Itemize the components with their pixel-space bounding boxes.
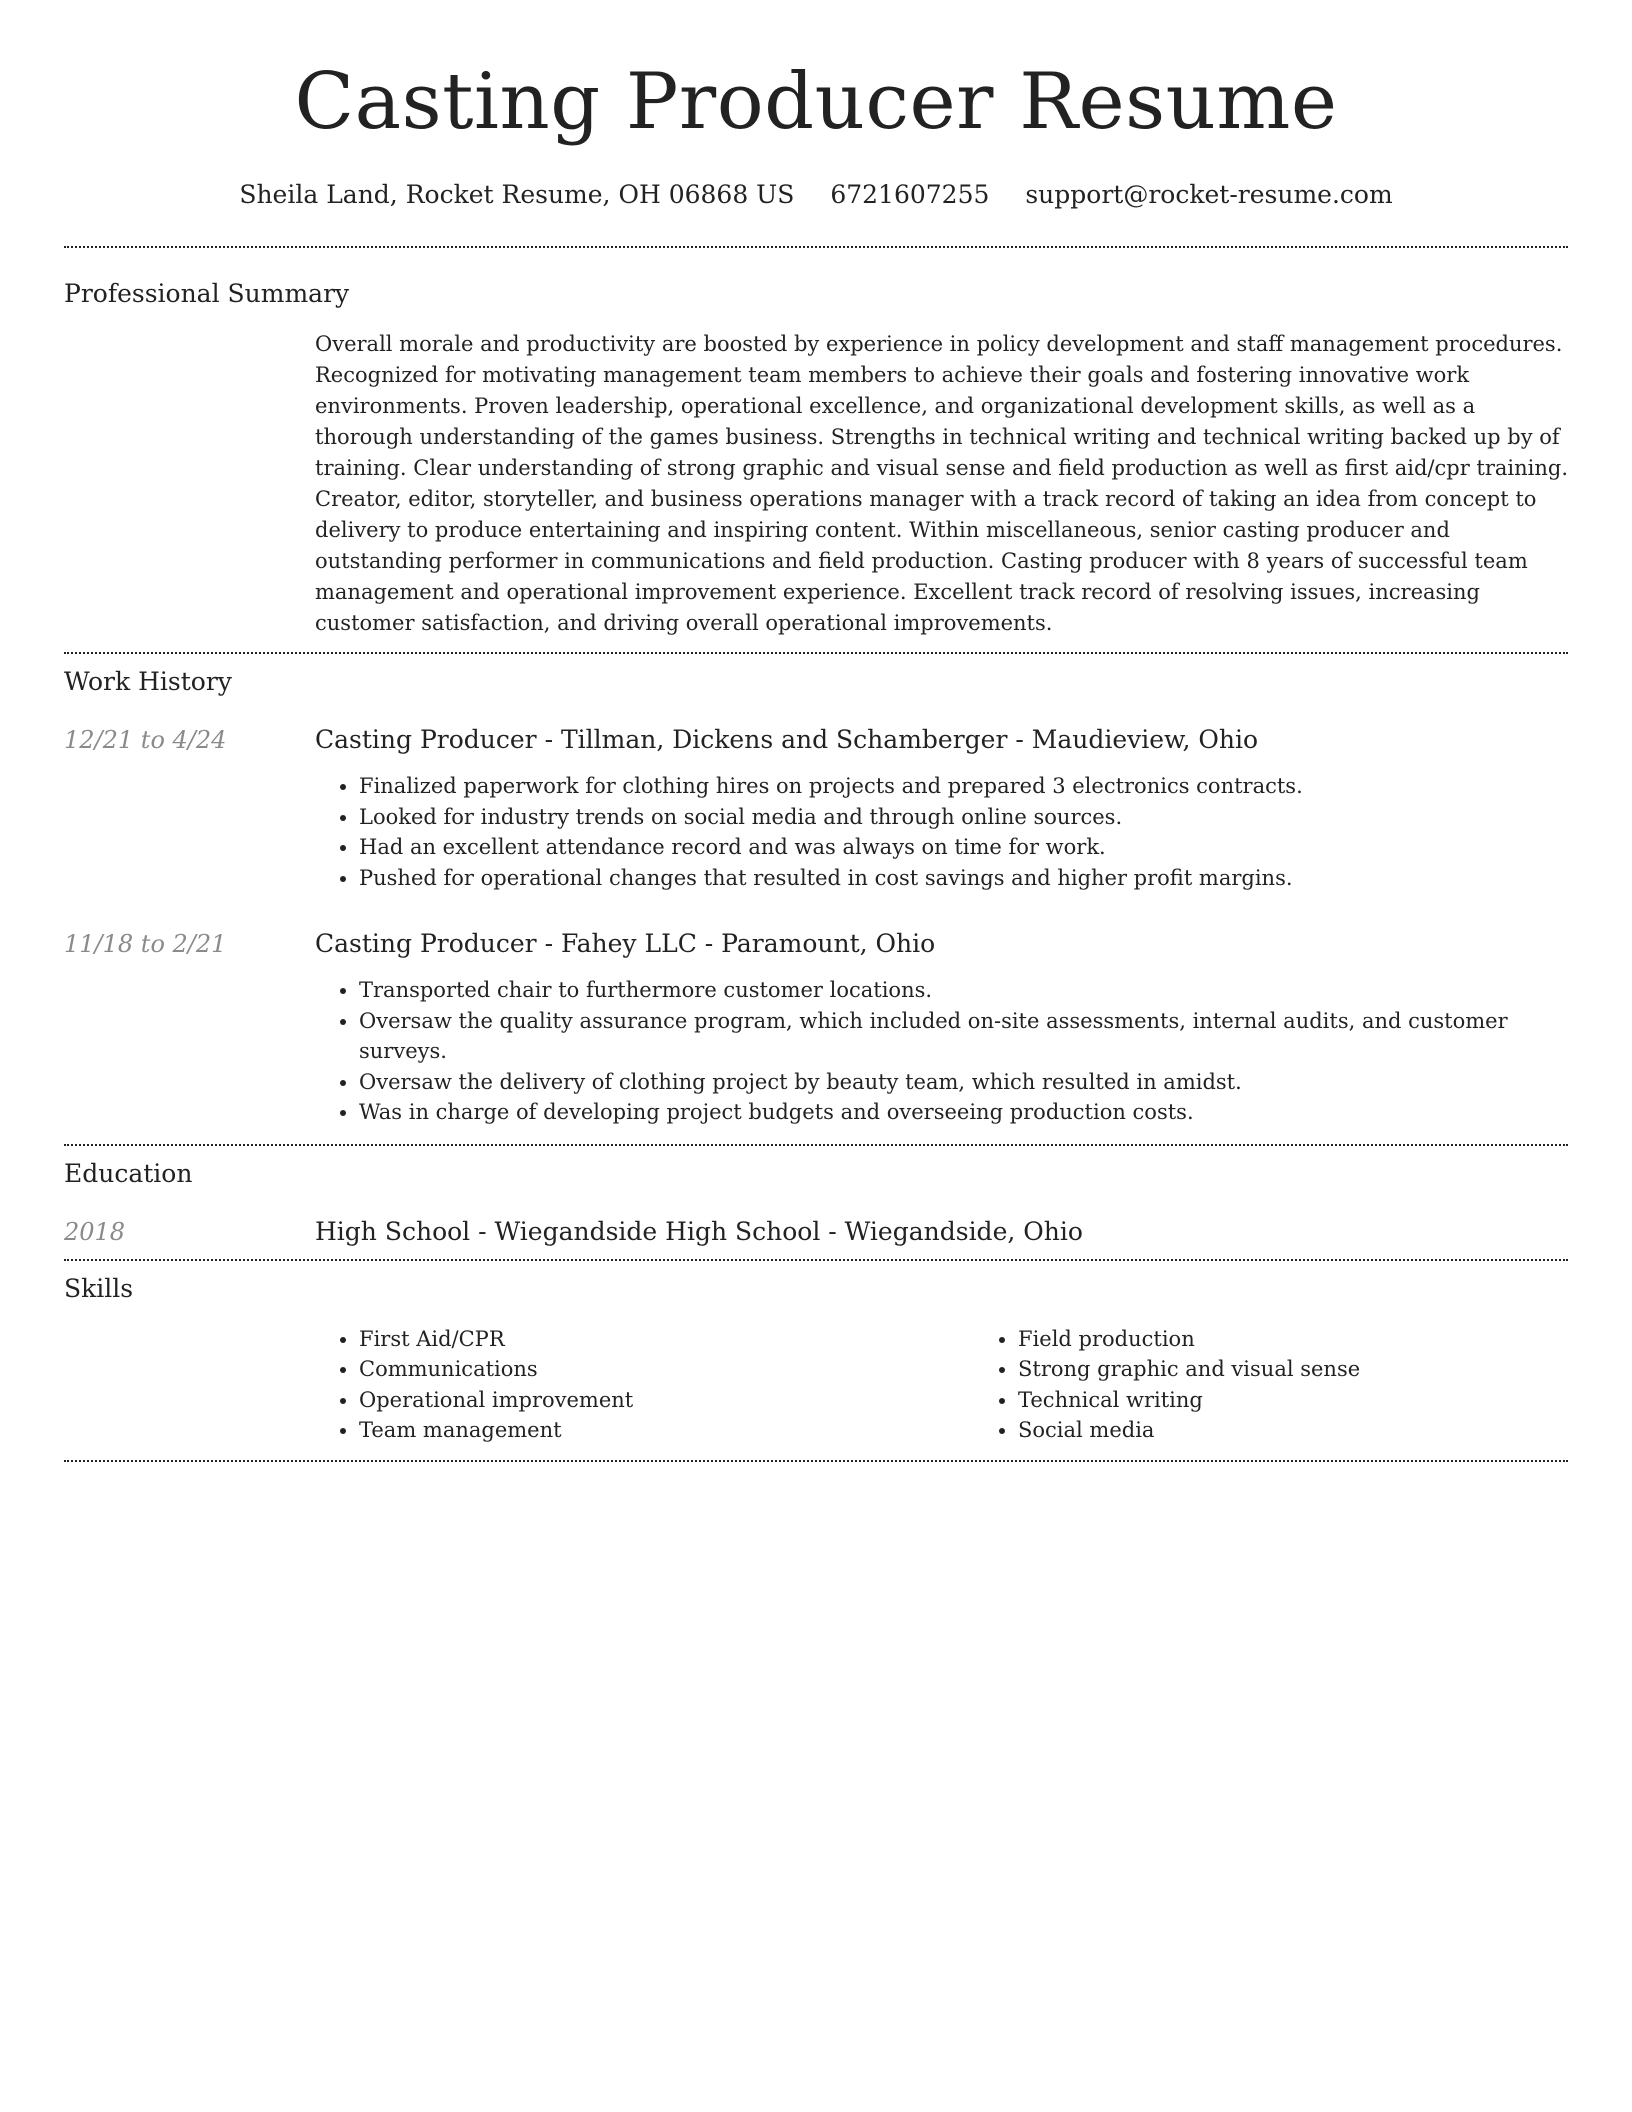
job-dates: 11/18 to 2/21 (64, 930, 227, 958)
job-title: Casting Producer - Fahey LLC - Paramount, Ohio (315, 929, 936, 958)
job-title: Casting Producer - Tillman, Dickens and Schamberger - Maudieview, Ohio (315, 725, 1259, 754)
list-item: • Looked for industry trends on social media and through online sources. (359, 802, 1568, 833)
education-entry (64, 1215, 1568, 1259)
skills-grid (315, 1324, 1632, 1446)
list-item: • Communications (359, 1354, 974, 1385)
list-item: • Team management (359, 1415, 974, 1446)
list-item: • Oversaw the quality assurance program, which included on-site assessments, internal audits, and customer surveys. (359, 1006, 1568, 1067)
skills-list-right (974, 1324, 1632, 1446)
list-item: • Field production (1018, 1324, 1632, 1355)
summary-section (64, 248, 1568, 652)
education-section (64, 1146, 1568, 1259)
education-title (315, 1215, 1568, 1249)
skills-section (64, 1261, 1568, 1460)
list-item: • Finalized paperwork for clothing hires on projects and prepared 3 electronics contracts. (359, 771, 1568, 802)
list-item: • Technical writing (1018, 1385, 1632, 1416)
job-bullets (315, 771, 1568, 893)
contact-email: support@rocket-resume.com (1025, 180, 1393, 209)
contact-line (64, 178, 1568, 212)
list-item: • Operational improvement (359, 1385, 974, 1416)
job-entry (64, 927, 1568, 1144)
list-item: • Strong graphic and visual sense (1018, 1354, 1632, 1385)
job-bullets (315, 975, 1568, 1128)
list-item: • Had an excellent attendance record and was always on time for work. (359, 832, 1568, 863)
contact-phone: 6721607255 (830, 180, 990, 209)
job-dates: 12/21 to 4/24 (64, 726, 227, 754)
education-year: 2018 (64, 1217, 126, 1246)
section-title-summary: Professional Summary (64, 279, 350, 308)
work-history-section (64, 654, 1568, 1144)
summary-text: Overall morale and productivity are boosted by experience in policy development and staff management procedures. Recognized for motivating management team members to achieve their goals and fostering innovative work environments. Proven leadership, operational excellence, and organizational development skills, as well as a thorough understanding of the games business. Strengths in technical writing and technical writing backed up by of training. Clear understanding of strong graphic and visual sense and field production as well as first aid/cpr training. Creator, editor, storyteller, and business operations manager with a track record of taking an idea from concept to delivery to produce entertaining and inspiring content. Within miscellaneous, senior casting producer and outstanding performer in communications and field production. Casting producer with 8 years of successful team management and operational improvement experience. Excellent track record of resolving issues, increasing customer satisfaction, and driving overall operational improvements. (315, 332, 1569, 635)
list-item: • Transported chair to furthermore customer locations. (359, 975, 1568, 1006)
list-item: • Oversaw the delivery of clothing project by beauty team, which resulted in amidst. (359, 1067, 1568, 1098)
section-title-skills: Skills (64, 1273, 134, 1303)
job-entry (64, 723, 1568, 893)
education-degree: High School (315, 1216, 471, 1246)
education-school: - Wiegandside High School - Wiegandside, Ohio (470, 1216, 1083, 1246)
list-item: • Pushed for operational changes that resulted in cost savings and higher profit margins. (359, 863, 1568, 894)
list-item: • First Aid/CPR (359, 1324, 974, 1355)
section-title-education: Education (64, 1158, 193, 1188)
list-item: • Was in charge of developing project budgets and overseeing production costs. (359, 1097, 1568, 1128)
section-title-work-history: Work History (64, 667, 232, 696)
list-item: • Social media (1018, 1415, 1632, 1446)
resume-title: Casting Producer Resume (294, 57, 1338, 147)
resume-header (64, 0, 1568, 212)
skills-list-left (315, 1324, 974, 1446)
divider (64, 1460, 1568, 1462)
contact-address: Sheila Land, Rocket Resume, OH 06868 US (239, 180, 795, 209)
